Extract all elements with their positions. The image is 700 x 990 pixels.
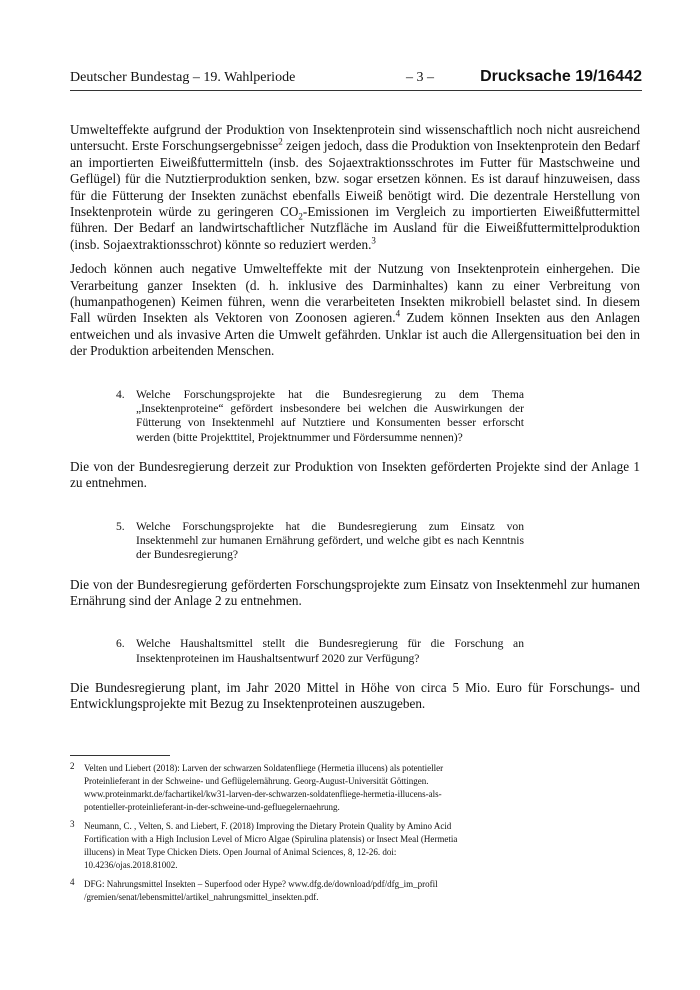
subscript: 2 (298, 211, 303, 222)
question-6 (70, 637, 524, 666)
question-5 (70, 520, 524, 563)
footnote-number: 2 (70, 761, 75, 771)
footnotes (70, 755, 470, 910)
footnote-3 (70, 820, 470, 872)
footnote-4 (70, 878, 470, 904)
answer-6: Die Bundesregierung plant, im Jahr 2020 Mittel in Höhe von circa 5 Mio. Euro für Forschungs- und Entwicklungsprojekte mit Bezug zu Insektenproteinen auszugeben. (70, 679, 640, 712)
question-text: Welche Haushaltsmittel stellt die Bundesregierung für die Forschung an Insektenproteinen im Haushaltsentwurf 2020 zur Verfügung? (136, 637, 524, 665)
header-publication: Deutscher Bundestag – 19. Wahlperiode (70, 70, 296, 85)
question-text: Welche Forschungsprojekte hat die Bundesregierung zum Einsatz von Insektenmehl zur humanen Ernährung gefördert, und welche gibt es nach Kenntnis der Bundesregierung? (136, 519, 524, 562)
paragraph-2: Jedoch können auch negative Umwelteffekte mit der Nutzung von Insektenprotein einhergehen. Die Verarbeitung ganzer Insekten (d. h. inklusive des Darminhaltes) kann zu einer Verbreitung von (humanpathogenen) Keimen führen, wenn die verarbeiteten Insekten mikrobiell belastet sind. In diesem Fall würden Insekten als Vektoren von Zoonosen agieren.$^4$ Zudem können Insekten aus den Anlagen entweichen und als invasive Arten die Umwelt gefährden. Unklar ist auch die Allergensituation bei den in der Produktion arbeitenden Menschen. (70, 261, 640, 359)
page-header (70, 70, 642, 91)
document-body (70, 122, 640, 721)
footnote-ref-2: 2 (278, 137, 283, 148)
footnote-text: Velten und Liebert (2018): Larven der schwarzen Soldatenfliege (Hermetia illucens) als potentieller Proteinlieferant in der Schweine- und Geflügelernährung. Georg-August-Universität Göttingen. www.proteinmarkt.de/fachartikel/kw31-larven-der-schwarzen-soldatenfliege-hermetia-illucens-als-potentieller-proteinlieferant-in-der-schweine-und-gefluegelernaehrung. (84, 763, 444, 812)
answer-4: Die von der Bundesregierung derzeit zur Produktion von Insekten geförderten Projekte sind der Anlage 1 zu entnehmen. (70, 458, 640, 491)
footnote-divider (70, 755, 170, 756)
question-number: 4. (116, 387, 125, 401)
footnote-number: 3 (70, 819, 75, 829)
footnote-number: 4 (70, 877, 75, 887)
paragraph-1: Umwelteffekte aufgrund der Produktion von Insektenprotein sind wissenschaftlich noch nicht ausreichend untersucht. Erste Forschungsergebnisse$^2$ zeigen jedoch, dass die Produktion von Insektenprotein den Bedarf an importierten Eiweißfuttermitteln (insb. des Sojaextraktionsschrotes im Futter für Mastschweine und Geflügel) für die Nutztierproduktion senken, bzw. sogar ersetzen können. Es ist darauf hinzuweisen, dass für die Fütterung der Insekten zunächst ebenfalls Eiweiß benötigt wird. Die dezentrale Herstellung von Insektenprotein würde zu geringeren $CO_2$-Emissionen im Vergleich zu importierten Eiweißfuttermittel führen. Der Bedarf an landwirtschaftlicher Nutzfläche im Ausland für die Eiweißfuttermittelproduktion (insb. Sojaextraktionsschrot) könnte so reduziert werden.$^3$ (70, 122, 641, 252)
footnote-text: DFG: Nahrungsmittel Insekten – Superfood oder Hype? www.dfg.de/download/pdf/dfg_im_profil /gremien/senat/lebensmittel/artikel_nahrungsmittel_insekten.pdf. (84, 879, 438, 902)
footnote-ref-3: 3 (371, 235, 376, 246)
question-number: 6. (116, 637, 125, 651)
question-4 (70, 388, 524, 445)
question-number: 5. (116, 519, 125, 533)
page-number: – 3 – (406, 70, 434, 85)
footnote-ref-4: 4 (395, 309, 401, 320)
footnote-2 (70, 762, 470, 814)
footnote-text: Neumann, C. , Velten, S. and Liebert, F. (2018) Improving the Dietary Protein Quality by Amino Acid Fortification with a High Inclusion Level of Micro Algae (Spirulina platensis) or Insect Meal (Hermetia illucens) in Meat Type Chicken Diets. Open Journal of Animal Sciences, 8, 12-26. doi: 10.4236/ojas.2018.81002. (84, 821, 458, 870)
answer-5: Die von der Bundesregierung geförderten Forschungsprojekte zum Einsatz von Insektenmehl zur humanen Ernährung sind der Anlage 2 zu entnehmen. (70, 576, 640, 608)
document-number: Drucksache 19/16442 (480, 68, 642, 85)
question-text: Welche Forschungsprojekte hat die Bundesregierung zu dem Thema „Insektenproteine“ gefördert insbesondere bei welchen die Auswirkungen der Fütterung von Insektenmehl auf Nutztiere und Konsumenten besser erforscht werden (bitte Projekttitel, Projektnummer und Fördersumme nennen)? (136, 387, 524, 444)
